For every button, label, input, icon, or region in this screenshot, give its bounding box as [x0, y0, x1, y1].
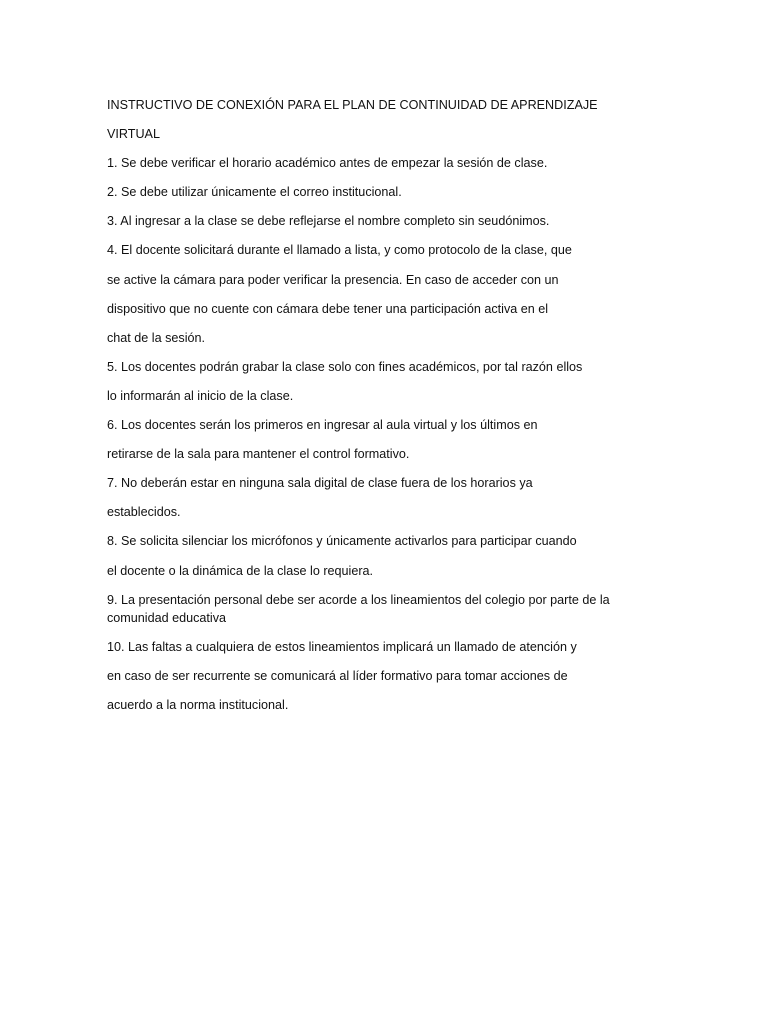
list-item-1 [107, 149, 652, 178]
list-item-5-line-2: lo informarán al inicio de la clase. [107, 388, 294, 403]
list-item-3-line-1: 3. Al ingresar a la clase se debe reflejarse el nombre completo sin seudónimos. [107, 214, 550, 229]
list-item-10-line-1: 10. Las faltas a cualquiera de estos lineamientos implicará un llamado de atención y [107, 639, 577, 654]
list-item-5-line-1: 5. Los docentes podrán grabar la clase solo con fines académicos, por tal razón ellos [107, 359, 583, 374]
list-item-4 [107, 236, 652, 352]
list-item-9-line-1: 9. La presentación personal debe ser acorde a los lineamientos del colegio por parte de la [107, 592, 610, 607]
list-item-4-line-2: se active la cámara para poder verificar la presencia. En caso de acceder con un [107, 272, 559, 287]
list-item-10 [107, 633, 652, 720]
document-title-line-1: INSTRUCTIVO DE CONEXIÓN PARA EL PLAN DE CONTINUIDAD DE APRENDIZAJE [107, 98, 598, 112]
list-item-9 [107, 586, 652, 633]
list-item-6-line-1: 6. Los docentes serán los primeros en ingresar al aula virtual y los últimos en [107, 418, 538, 433]
list-item-7-line-2: establecidos. [107, 505, 181, 520]
list-item-10-line-3: acuerdo a la norma institucional. [107, 697, 289, 712]
list-item-7-line-1: 7. No deberán estar en ninguna sala digital de clase fuera de los horarios ya [107, 476, 533, 491]
document-body [107, 91, 652, 720]
list-item-2 [107, 178, 652, 207]
document-title-line-2: VIRTUAL [107, 127, 160, 142]
list-item-6 [107, 411, 652, 469]
list-item-8 [107, 527, 652, 585]
list-item-2-line-1: 2. Se debe utilizar únicamente el correo institucional. [107, 185, 402, 200]
list-item-1-line-1: 1. Se debe verificar el horario académico antes de empezar la sesión de clase. [107, 156, 548, 171]
list-item-4-line-3: dispositivo que no cuente con cámara debe tener una participación activa en el [107, 301, 549, 316]
list-item-4-line-1: 4. El docente solicitará durante el llamado a lista, y como protocolo de la clase, que [107, 243, 572, 258]
list-item-4-line-4: chat de la sesión. [107, 330, 206, 345]
list-item-6-line-2: retirarse de la sala para mantener el control formativo. [107, 447, 410, 462]
list-item-9-line-2: comunidad educativa [107, 611, 227, 626]
list-item-7 [107, 469, 652, 527]
list-item-8-line-1: 8. Se solicita silenciar los micrófonos y únicamente activarlos para participar cuando [107, 534, 577, 549]
list-item-5 [107, 353, 652, 411]
list-item-8-line-2: el docente o la dinámica de la clase lo requiera. [107, 563, 374, 578]
list-item-3 [107, 207, 652, 236]
list-item-10-line-2: en caso de ser recurrente se comunicará al líder formativo para tomar acciones de [107, 668, 568, 683]
